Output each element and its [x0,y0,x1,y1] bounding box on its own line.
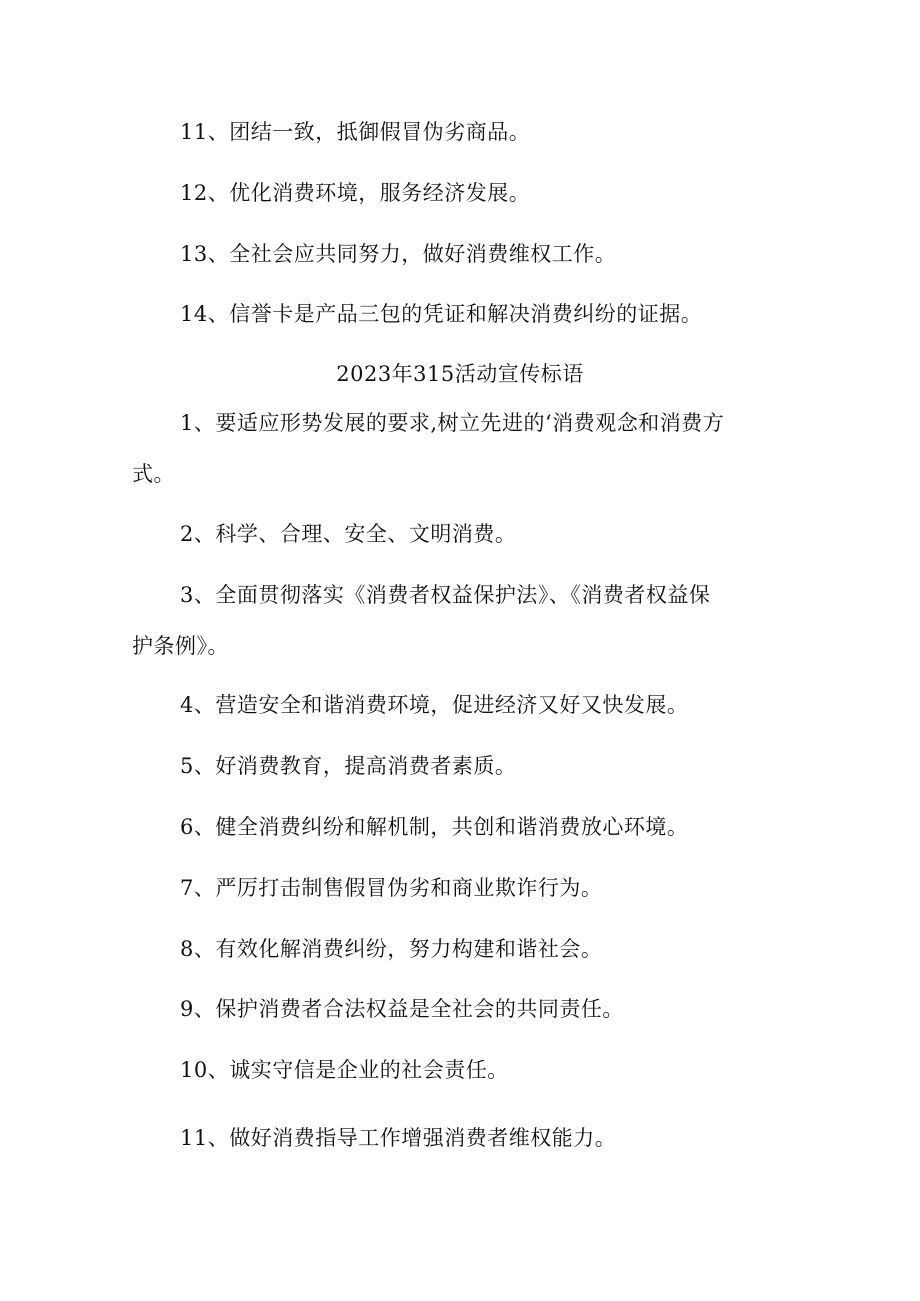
slogan-9: 9、保护消费者合法权益是全社会的共同责任。 [180,997,624,1021]
slogan-line-13-top: 13、全社会应共同努力，做好消费维权工作。 [180,242,617,266]
slogan-7: 7、严厉打击制售假冒伪劣和商业欺诈行为。 [180,876,603,900]
slogan-3-line2: 护条例》。 [132,634,229,658]
slogan-3-line1: 3、全面贯彻落实《消费者权益保护法》、《消费者权益保 [180,583,711,607]
slogan-1-line1: 1、要适应形势发展的要求,树立先进的‘消费观念和消费方 [180,411,725,435]
slogan-10: 10、诚实守信是企业的社会责任。 [180,1058,509,1082]
slogan-1-line2: 式。 [132,462,175,486]
slogan-line-14-top: 14、信誉卡是产品三包的凭证和解决消费纠纷的证据。 [180,302,703,326]
slogan-2: 2、科学、合理、安全、文明消费。 [180,522,517,546]
slogan-5: 5、好消费教育，提高消费者素质。 [180,754,517,778]
slogan-6: 6、健全消费纠纷和解机制，共创和谐消费放心环境。 [180,815,689,839]
slogan-4: 4、营造安全和谐消费环境，促进经济又好又快发展。 [180,693,689,717]
section-title: 2023年315活动宣传标语 [336,362,584,386]
slogan-line-11-top: 11、团结一致，抵御假冒伪劣商品。 [180,120,531,144]
slogan-11: 11、做好消费指导工作增强消费者维权能力。 [180,1126,617,1150]
slogan-8: 8、有效化解消费纠纷，努力构建和谐社会。 [180,937,603,961]
slogan-line-12-top: 12、优化消费环境，服务经济发展。 [180,181,531,205]
